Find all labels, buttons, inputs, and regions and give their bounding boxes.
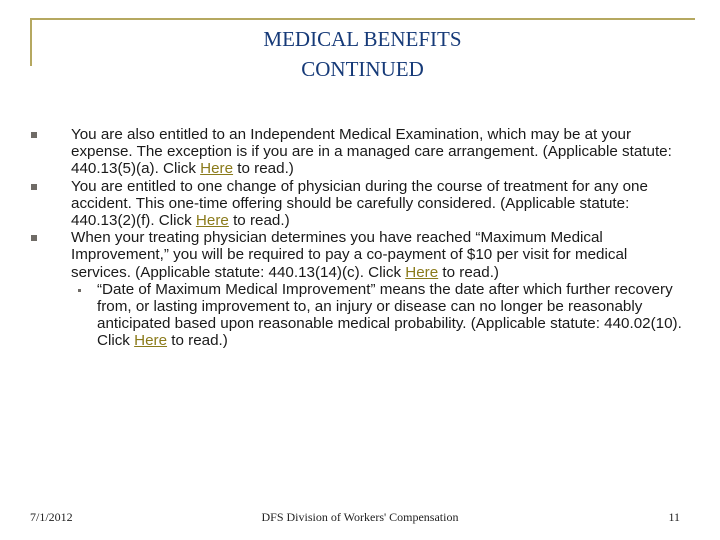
bullet-text: You are also entitled to an Independent Medical Examination, which may be at your expense. The exception is if you are in a managed care arrangement. (Applicable statute: 440.13(5)(a). Click xyxy=(71,126,672,178)
bullet-item-mmi-copayment xyxy=(30,229,690,281)
slide-title-line-2: CONTINUED xyxy=(301,57,424,81)
square-bullet-icon xyxy=(31,184,37,190)
slide-title-line-1: MEDICAL BENEFITS xyxy=(263,27,462,51)
square-bullet-icon xyxy=(31,235,37,241)
small-square-bullet-icon xyxy=(78,289,81,292)
bullet-text-end: to read.) xyxy=(228,212,290,230)
slide-title xyxy=(30,24,695,84)
bullet-item-exam xyxy=(30,126,690,178)
frame-top-rule xyxy=(30,18,695,20)
bullet-item-physician-change xyxy=(30,178,690,230)
sub-bullet-item-mmi-date xyxy=(30,281,690,350)
bullet-text-end: to read.) xyxy=(438,263,499,281)
sub-bullet-text: “Date of Maximum Medical Improvement” means the date after which further recovery from, or lasting improvement to, an injury or disease can no longer be reasonably anticipated based upon reasonable medical probability. (Applicable statute: 440.02(10). Click xyxy=(97,280,682,350)
here-link[interactable]: Here xyxy=(195,212,229,230)
bullet-text: When your treating physician determines you have reached “Maximum Medical Improvement,” you will be required to pay a co-payment of $10 per visit for medical services. (Applicable statute: 440.13(14)(c). Click xyxy=(71,229,628,281)
bullet-text: You are entitled to one change of physician during the course of treatment for any one accident. This one-time offering should be carefully considered. (Applicable statute: 440.13(2)(f). Click xyxy=(71,177,648,230)
bullet-text-end: to read.) xyxy=(233,160,294,178)
here-link[interactable]: Here xyxy=(134,332,168,350)
square-bullet-icon xyxy=(31,132,37,138)
footer-date: 7/1/2012 xyxy=(30,510,73,524)
bullet-list xyxy=(30,126,690,350)
footer-page-number: 11 xyxy=(668,510,680,524)
footer-organization: DFS Division of Workers' Compensation xyxy=(261,510,459,524)
here-link[interactable]: Here xyxy=(200,160,234,178)
sub-bullet-text-end: to read.) xyxy=(167,332,228,350)
here-link[interactable]: Here xyxy=(405,263,439,281)
